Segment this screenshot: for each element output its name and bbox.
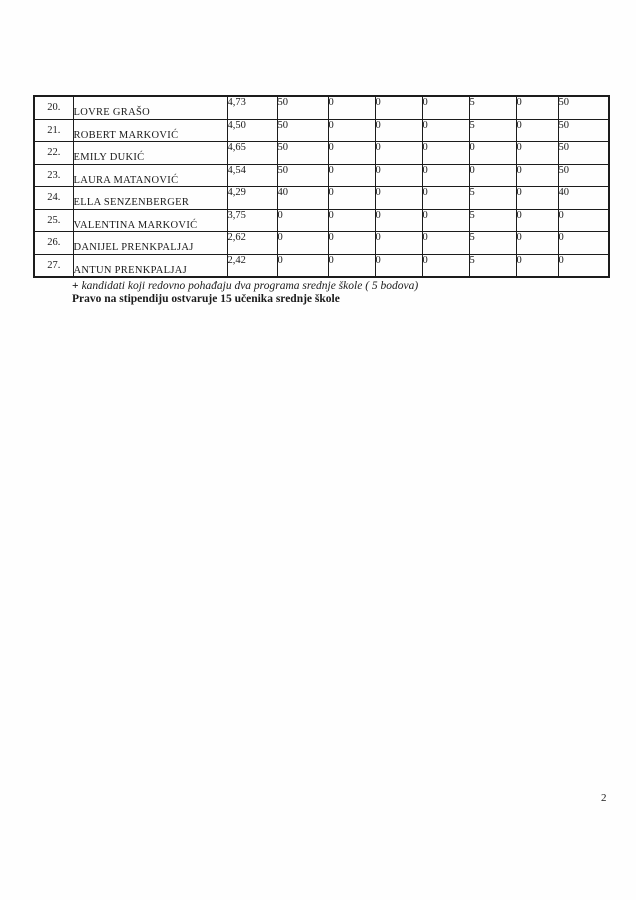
gpa-cell: 3,75 bbox=[227, 209, 277, 232]
score-cell: 0 bbox=[375, 187, 422, 210]
score-cell: 0 bbox=[469, 142, 516, 165]
gpa-cell: 4,50 bbox=[227, 119, 277, 142]
table-row bbox=[34, 119, 609, 142]
table-row bbox=[34, 209, 609, 232]
table-row bbox=[34, 232, 609, 255]
score-cell: 0 bbox=[422, 187, 469, 210]
score-cell: 40 bbox=[277, 187, 328, 210]
score-cell: 0 bbox=[328, 164, 375, 187]
score-cell: 0 bbox=[516, 96, 558, 119]
student-name: LOVRE GRAŠO bbox=[73, 96, 227, 119]
row-number: 22. bbox=[34, 142, 73, 165]
score-cell: 0 bbox=[375, 96, 422, 119]
gpa-cell: 4,54 bbox=[227, 164, 277, 187]
score-cell: 0 bbox=[328, 232, 375, 255]
score-cell: 0 bbox=[375, 164, 422, 187]
score-cell: 0 bbox=[558, 209, 609, 232]
score-cell: 5 bbox=[469, 209, 516, 232]
gpa-cell: 2,62 bbox=[227, 232, 277, 255]
score-cell: 0 bbox=[516, 142, 558, 165]
student-name: VALENTINA MARKOVIĆ bbox=[73, 209, 227, 232]
score-cell: 0 bbox=[516, 187, 558, 210]
score-cell: 5 bbox=[469, 119, 516, 142]
score-cell: 0 bbox=[516, 164, 558, 187]
student-name: ANTUN PRENKPALJAJ bbox=[73, 254, 227, 277]
score-cell: 0 bbox=[422, 164, 469, 187]
score-cell: 0 bbox=[328, 96, 375, 119]
score-cell: 50 bbox=[277, 164, 328, 187]
footnote-text: kandidati koji redovno pohađaju dva programa srednje škole ( 5 bodova) bbox=[81, 280, 419, 292]
score-cell: 0 bbox=[516, 254, 558, 277]
score-cell: 0 bbox=[375, 254, 422, 277]
score-cell: 0 bbox=[422, 96, 469, 119]
score-cell: 50 bbox=[277, 96, 328, 119]
results-table-body bbox=[34, 96, 609, 277]
score-cell: 0 bbox=[469, 164, 516, 187]
score-cell: 0 bbox=[277, 209, 328, 232]
score-cell: 5 bbox=[469, 254, 516, 277]
score-cell: 0 bbox=[375, 232, 422, 255]
score-cell: 50 bbox=[277, 119, 328, 142]
student-name: ELLA SENZENBERGER bbox=[73, 187, 227, 210]
page-number: 2 bbox=[601, 792, 607, 804]
table-row bbox=[34, 142, 609, 165]
row-number: 26. bbox=[34, 232, 73, 255]
score-cell: 0 bbox=[328, 254, 375, 277]
score-cell: 0 bbox=[422, 254, 469, 277]
score-cell: 50 bbox=[277, 142, 328, 165]
score-cell: 5 bbox=[469, 232, 516, 255]
table-row bbox=[34, 96, 609, 119]
row-number: 23. bbox=[34, 164, 73, 187]
student-name: LAURA MATANOVIĆ bbox=[73, 164, 227, 187]
score-cell: 0 bbox=[328, 142, 375, 165]
score-cell: 5 bbox=[469, 187, 516, 210]
table-row bbox=[34, 164, 609, 187]
score-cell: 0 bbox=[328, 187, 375, 210]
student-name: DANIJEL PRENKPALJAJ bbox=[73, 232, 227, 255]
score-cell: 0 bbox=[422, 209, 469, 232]
score-cell: 0 bbox=[277, 232, 328, 255]
gpa-cell: 2,42 bbox=[227, 254, 277, 277]
score-cell: 40 bbox=[558, 187, 609, 210]
row-number: 20. bbox=[34, 96, 73, 119]
footnote-plus-marker: + bbox=[72, 280, 79, 292]
gpa-cell: 4,65 bbox=[227, 142, 277, 165]
table-row bbox=[34, 187, 609, 210]
table-row bbox=[34, 254, 609, 277]
score-cell: 50 bbox=[558, 142, 609, 165]
score-cell: 0 bbox=[558, 232, 609, 255]
row-number: 21. bbox=[34, 119, 73, 142]
row-number: 24. bbox=[34, 187, 73, 210]
score-cell: 0 bbox=[328, 209, 375, 232]
score-cell: 0 bbox=[516, 209, 558, 232]
score-cell: 0 bbox=[422, 232, 469, 255]
score-cell: 0 bbox=[422, 142, 469, 165]
score-cell: 0 bbox=[375, 119, 422, 142]
score-cell: 50 bbox=[558, 96, 609, 119]
score-cell: 5 bbox=[469, 96, 516, 119]
gpa-cell: 4,29 bbox=[227, 187, 277, 210]
score-cell: 0 bbox=[558, 254, 609, 277]
table-notes bbox=[72, 280, 542, 305]
score-cell: 0 bbox=[375, 142, 422, 165]
scholarship-results-table bbox=[33, 95, 610, 278]
score-cell: 50 bbox=[558, 119, 609, 142]
student-name: EMILY DUKIĆ bbox=[73, 142, 227, 165]
score-cell: 0 bbox=[328, 119, 375, 142]
row-number: 25. bbox=[34, 209, 73, 232]
student-name: ROBERT MARKOVIĆ bbox=[73, 119, 227, 142]
row-number: 27. bbox=[34, 254, 73, 277]
score-cell: 0 bbox=[277, 254, 328, 277]
statement-line: Pravo na stipendiju ostvaruje 15 učenika srednje škole bbox=[72, 293, 340, 305]
score-cell: 0 bbox=[516, 232, 558, 255]
gpa-cell: 4,73 bbox=[227, 96, 277, 119]
score-cell: 0 bbox=[516, 119, 558, 142]
score-cell: 50 bbox=[558, 164, 609, 187]
score-cell: 0 bbox=[422, 119, 469, 142]
score-cell: 0 bbox=[375, 209, 422, 232]
footnote-line bbox=[72, 280, 542, 292]
